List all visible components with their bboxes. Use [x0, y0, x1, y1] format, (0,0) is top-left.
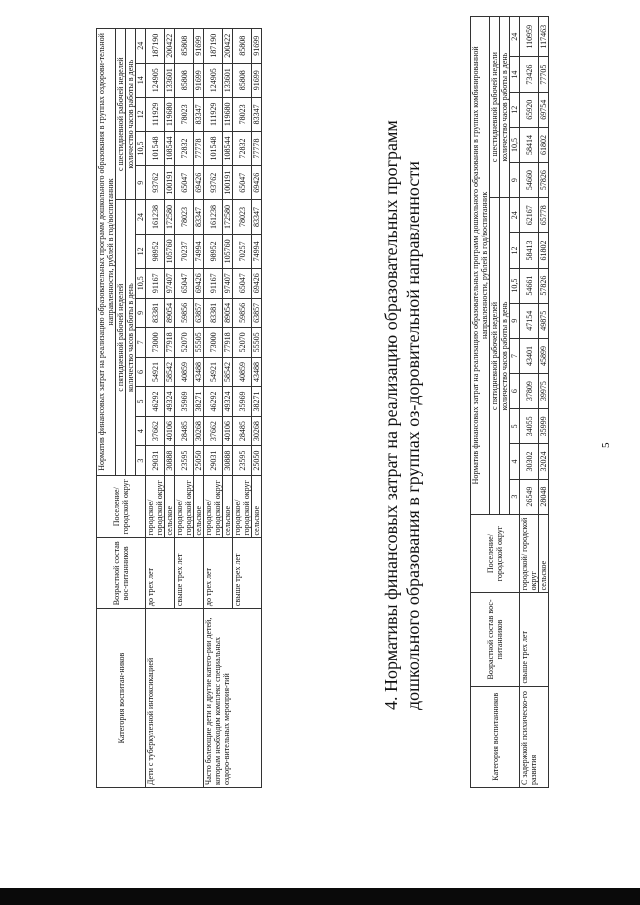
age-cell: свыше трех лет [520, 593, 549, 686]
value-cell: 35969 [233, 387, 252, 417]
value-cell: 172580 [165, 200, 175, 234]
value-cell: 77918 [223, 328, 233, 358]
value-cell: 108544 [165, 131, 175, 165]
value-cell: 30268 [194, 416, 204, 446]
category-cell: Часто болеющие дети и другие катего-рии детей, которым необходим комплекс специальных оздоро-вительных мероприя-тий [204, 609, 262, 788]
hours-cell: 3 [510, 479, 520, 514]
value-cell: 85808 [233, 29, 252, 64]
value-cell: 161238 [204, 200, 223, 234]
value-cell: 111929 [204, 97, 223, 131]
value-cell: 78023 [175, 97, 194, 131]
value-cell: 65047 [175, 166, 194, 200]
value-cell: 78023 [175, 200, 194, 234]
value-cell: 187190 [204, 29, 223, 64]
value-cell: 91699 [194, 29, 204, 64]
value-cell: 52070 [233, 328, 252, 358]
value-cell: 35969 [175, 387, 194, 417]
value-cell: 61802 [539, 233, 549, 268]
value-cell: 58414 [520, 127, 539, 162]
value-cell: 98952 [204, 234, 223, 268]
value-cell: 34055 [520, 409, 539, 444]
settlement-cell: сельское [252, 475, 262, 538]
value-cell: 187190 [146, 29, 165, 64]
hours-cell: 9 [136, 298, 146, 328]
value-cell: 37662 [146, 416, 165, 446]
value-cell: 49324 [165, 387, 175, 417]
value-cell: 54921 [146, 357, 165, 387]
hours-cell: 10,5 [510, 268, 520, 303]
value-cell: 133601 [165, 63, 175, 97]
value-cell: 65047 [175, 268, 194, 298]
value-cell: 77918 [165, 328, 175, 358]
value-cell: 101548 [204, 131, 223, 165]
value-cell: 124905 [204, 63, 223, 97]
age-cell: свыше трех лет [175, 538, 204, 609]
value-cell: 57826 [539, 163, 549, 198]
hours-cell: 24 [136, 200, 146, 234]
hours-cell: 14 [136, 63, 146, 97]
hours-cell: 10,5 [136, 268, 146, 298]
hours-cell: 12 [136, 97, 146, 131]
category-cell: С задержкой психическо-го развития [520, 686, 549, 787]
value-cell: 91699 [194, 63, 204, 97]
settlement-cell: сельское [539, 514, 549, 593]
value-cell: 23595 [175, 446, 194, 476]
value-cell: 52070 [175, 328, 194, 358]
header-six-day: с шестидневной рабочей недели [490, 17, 500, 198]
table-health-groups [96, 28, 262, 788]
value-cell: 77778 [194, 131, 204, 165]
settlement-cell: городское/ городской округ [146, 475, 165, 538]
value-cell: 83381 [146, 298, 165, 328]
value-cell: 83381 [204, 298, 223, 328]
hours-cell: 24 [510, 17, 520, 58]
value-cell: 49875 [539, 303, 549, 338]
value-cell: 70237 [175, 234, 194, 268]
hours-cell: 10,5 [510, 127, 520, 162]
header-norm-title: Норматив финансовых затрат на реализацию образовательных программ дошкольного образования в группах комбинированной направленности, рублей в год/воспитанник [471, 17, 490, 515]
value-cell: 72832 [175, 131, 194, 165]
value-cell: 29031 [146, 446, 165, 476]
value-cell: 70257 [233, 234, 252, 268]
value-cell: 37809 [520, 374, 539, 409]
value-cell: 46292 [146, 387, 165, 417]
category-cell: Дети с туберкулезной интоксикацией [146, 609, 204, 788]
value-cell: 28485 [233, 416, 252, 446]
hours-cell: 12 [136, 234, 146, 268]
value-cell: 78023 [233, 97, 252, 131]
hours-cell: 5 [510, 409, 520, 444]
settlement-cell: городское/ городской округ [204, 475, 223, 538]
value-cell: 63857 [252, 298, 262, 328]
value-cell: 73000 [204, 328, 223, 358]
value-cell: 30268 [252, 416, 262, 446]
value-cell: 69754 [539, 92, 549, 127]
header-category: Категория воспитанников [471, 686, 520, 787]
value-cell: 85808 [175, 63, 194, 97]
table-row [520, 17, 539, 788]
value-cell: 200422 [223, 29, 233, 64]
value-cell: 54660 [520, 163, 539, 198]
value-cell: 93762 [204, 166, 223, 200]
value-cell: 58542 [165, 357, 175, 387]
value-cell: 101548 [146, 131, 165, 165]
table-row [204, 29, 223, 788]
value-cell: 83347 [252, 200, 262, 234]
header-hours: количество часов работы в день [126, 29, 136, 200]
hours-cell: 7 [510, 338, 520, 373]
value-cell: 40859 [233, 357, 252, 387]
header-age: Возрастной состав вос-питанников [471, 593, 520, 686]
value-cell: 133601 [223, 63, 233, 97]
hours-cell: 9 [510, 303, 520, 338]
header-norm-title: Норматив финансовых затрат на реализацию образовательных программ дошкольного образования в группах оздорови-тельной направленности, рублей в год/воспитанник [97, 29, 116, 476]
value-cell: 62167 [520, 198, 539, 233]
hours-cell: 9 [136, 166, 146, 200]
value-cell: 91167 [146, 268, 165, 298]
value-cell: 119680 [165, 97, 175, 131]
settlement-cell: городское/ городской округ [175, 475, 194, 538]
table-row [146, 29, 165, 788]
value-cell: 100191 [223, 166, 233, 200]
hours-cell: 4 [136, 416, 146, 446]
value-cell: 105760 [165, 234, 175, 268]
value-cell: 46292 [204, 387, 223, 417]
scan-bottom-edge [0, 888, 640, 905]
value-cell: 73000 [146, 328, 165, 358]
hours-cell: 24 [510, 198, 520, 233]
value-cell: 77705 [539, 57, 549, 92]
header-five-day: с пятидневной рабочей неделей [116, 200, 126, 476]
value-cell: 110959 [520, 17, 539, 58]
value-cell: 40106 [223, 416, 233, 446]
value-cell: 98952 [146, 234, 165, 268]
value-cell: 49324 [223, 387, 233, 417]
section-heading: 4. Нормативы финансовых затрат на реализацию образовательных программ дошкольного образования в группах оз-доровительной направленности [381, 120, 423, 710]
value-cell: 72832 [233, 131, 252, 165]
value-cell: 73426 [520, 57, 539, 92]
value-cell: 54661 [520, 268, 539, 303]
value-cell: 40106 [165, 416, 175, 446]
value-cell: 65047 [233, 166, 252, 200]
value-cell: 97407 [165, 268, 175, 298]
value-cell: 172580 [223, 200, 233, 234]
hours-cell: 14 [510, 57, 520, 92]
settlement-cell: городское/ городской округ [233, 475, 252, 538]
value-cell: 111929 [146, 97, 165, 131]
value-cell: 43401 [520, 338, 539, 373]
header-age: Возрастной состав вос-питанников [97, 538, 146, 609]
header-hours: количество часов работы в день [500, 17, 510, 198]
value-cell: 105760 [223, 234, 233, 268]
value-cell: 93762 [146, 166, 165, 200]
value-cell: 91699 [252, 63, 262, 97]
value-cell: 63857 [194, 298, 204, 328]
value-cell: 28485 [175, 416, 194, 446]
hours-cell: 24 [136, 29, 146, 64]
value-cell: 38271 [194, 387, 204, 417]
value-cell: 28048 [539, 479, 549, 514]
value-cell: 117463 [539, 17, 549, 58]
value-cell: 55505 [194, 328, 204, 358]
value-cell: 69426 [252, 268, 262, 298]
value-cell: 59856 [233, 298, 252, 328]
value-cell: 30888 [165, 446, 175, 476]
value-cell: 119680 [223, 97, 233, 131]
value-cell: 38271 [252, 387, 262, 417]
value-cell: 45899 [539, 338, 549, 373]
hours-cell: 4 [510, 444, 520, 479]
value-cell: 37662 [204, 416, 223, 446]
value-cell: 25050 [252, 446, 262, 476]
value-cell: 65047 [233, 268, 252, 298]
value-cell: 30888 [223, 446, 233, 476]
value-cell: 77778 [252, 131, 262, 165]
value-cell: 69426 [252, 166, 262, 200]
value-cell: 61802 [539, 127, 549, 162]
value-cell: 161238 [146, 200, 165, 234]
value-cell: 30302 [520, 444, 539, 479]
value-cell: 59856 [175, 298, 194, 328]
header-settlement: Поселение/ городской округ [471, 514, 520, 593]
hours-cell: 5 [136, 387, 146, 417]
value-cell: 83347 [194, 97, 204, 131]
value-cell: 83347 [194, 200, 204, 234]
value-cell: 100191 [165, 166, 175, 200]
hours-cell: 9 [510, 163, 520, 198]
value-cell: 65920 [520, 92, 539, 127]
value-cell: 26549 [520, 479, 539, 514]
value-cell: 23595 [233, 446, 252, 476]
value-cell: 40859 [175, 357, 194, 387]
age-cell: свыше трех лет [233, 538, 262, 609]
value-cell: 57826 [539, 268, 549, 303]
hours-cell: 12 [510, 92, 520, 127]
value-cell: 55505 [252, 328, 262, 358]
settlement-cell: городской/ городской округ [520, 514, 539, 593]
header-settlement: Поселение/ городской округ [97, 475, 146, 538]
table-combined-groups [470, 16, 549, 788]
header-five-day: с пятидневной рабочей неделей [490, 198, 500, 515]
value-cell: 85808 [175, 29, 194, 64]
value-cell: 58413 [520, 233, 539, 268]
hours-cell: 6 [510, 374, 520, 409]
hours-cell: 6 [136, 357, 146, 387]
value-cell: 39975 [539, 374, 549, 409]
value-cell: 69426 [194, 166, 204, 200]
header-six-day: с шестидневной рабочей неделей [116, 29, 126, 200]
header-category: Категория воспитан-ников [97, 609, 146, 788]
hours-cell: 10,5 [136, 131, 146, 165]
hours-cell: 12 [510, 233, 520, 268]
settlement-cell: сельское [223, 475, 233, 538]
value-cell: 35999 [539, 409, 549, 444]
page-number: 5 [600, 442, 612, 448]
value-cell: 85808 [233, 63, 252, 97]
value-cell: 83347 [252, 97, 262, 131]
value-cell: 43488 [252, 357, 262, 387]
hours-cell: 7 [136, 328, 146, 358]
value-cell: 74994 [252, 234, 262, 268]
hours-cell: 3 [136, 446, 146, 476]
value-cell: 124905 [146, 63, 165, 97]
value-cell: 29031 [204, 446, 223, 476]
value-cell: 91699 [252, 29, 262, 64]
value-cell: 89054 [165, 298, 175, 328]
value-cell: 97407 [223, 268, 233, 298]
value-cell: 200422 [165, 29, 175, 64]
value-cell: 54921 [204, 357, 223, 387]
value-cell: 58542 [223, 357, 233, 387]
value-cell: 69426 [194, 268, 204, 298]
settlement-cell: сельское [194, 475, 204, 538]
value-cell: 74994 [194, 234, 204, 268]
value-cell: 91167 [204, 268, 223, 298]
settlement-cell: сельское [165, 475, 175, 538]
header-hours: количество часов работы в день [126, 200, 136, 476]
value-cell: 65778 [539, 198, 549, 233]
value-cell: 43488 [194, 357, 204, 387]
age-cell: до трех лет [146, 538, 175, 609]
value-cell: 89054 [223, 298, 233, 328]
value-cell: 25050 [194, 446, 204, 476]
value-cell: 78023 [233, 200, 252, 234]
value-cell: 32024 [539, 444, 549, 479]
value-cell: 47154 [520, 303, 539, 338]
value-cell: 108544 [223, 131, 233, 165]
age-cell: до трех лет [204, 538, 233, 609]
header-hours: количество часов работы в день [500, 198, 510, 515]
